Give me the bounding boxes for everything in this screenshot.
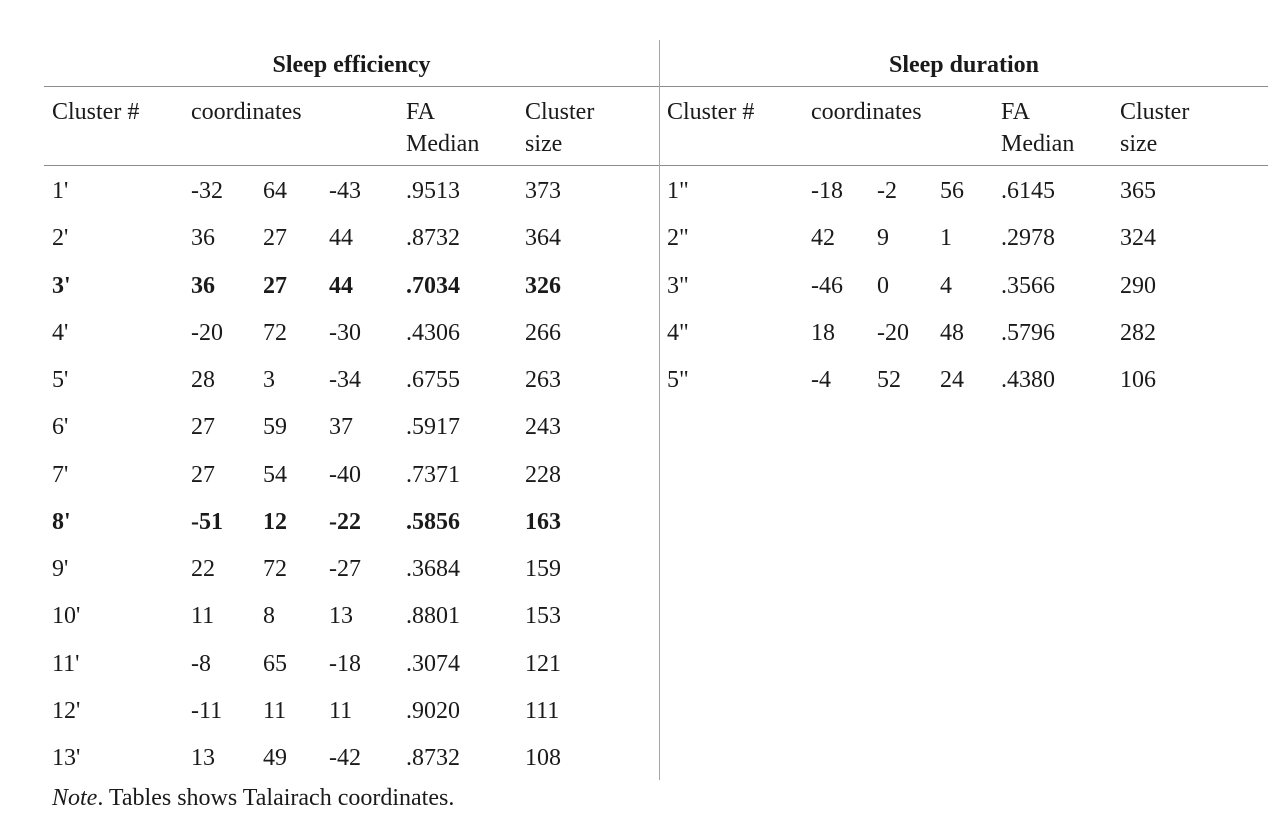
left-cluster-size-cell: 108: [525, 745, 561, 771]
right-cluster-size-cell: 324: [1120, 225, 1156, 252]
left-cluster-cell: 4': [52, 319, 69, 346]
left-coord-z-cell: -30: [329, 319, 361, 346]
left-coord-x-cell: 27: [191, 414, 215, 441]
left-coord-x-cell: 36: [191, 225, 215, 252]
left-cluster-size-cell: 228: [525, 461, 561, 488]
left-coord-x-cell: -51: [191, 508, 223, 535]
left-coord-x-cell: 27: [191, 461, 215, 488]
left-cluster-size-cell: 373: [525, 178, 561, 204]
right-fa-median-cell: .3566: [1001, 272, 1055, 299]
right-cluster-cell: 4": [667, 319, 689, 346]
left-cluster-size-cell: 364: [525, 225, 561, 252]
left-coord-x-cell: -20: [191, 319, 223, 346]
right-coord-y-cell: 0: [877, 272, 889, 299]
left-cluster-cell: 10': [52, 603, 81, 630]
left-coord-z-cell: -27: [329, 556, 361, 582]
left-coord-z-cell: -18: [329, 650, 361, 677]
right-coord-y-cell: 9: [877, 225, 889, 252]
left-fa-median-cell: .9513: [406, 178, 460, 204]
top-rule: [44, 86, 1268, 87]
left-cluster-size-cell: 111: [525, 697, 560, 724]
left-fa-median-cell: .7034: [406, 272, 460, 299]
left-coord-z-cell: -22: [329, 508, 361, 535]
left-coord-x-cell: -32: [191, 178, 223, 204]
right-coord-y-cell: -20: [877, 319, 909, 346]
left-coord-y-cell: 27: [263, 272, 287, 299]
left-coord-y-cell: 59: [263, 414, 287, 441]
right-fa-median-cell: .2978: [1001, 225, 1055, 252]
left-coord-y-cell: 64: [263, 178, 287, 204]
right-header-size-line1: Cluster: [1120, 99, 1190, 125]
left-fa-median-cell: .3074: [406, 650, 460, 677]
left-cluster-cell: 8': [52, 508, 71, 535]
left-fa-median-cell: .9020: [406, 697, 460, 724]
right-fa-median-cell: .5796: [1001, 319, 1055, 346]
left-coord-x-cell: 22: [191, 556, 215, 582]
left-coord-z-cell: -42: [329, 745, 361, 771]
left-coord-x-cell: 13: [191, 745, 215, 771]
left-coord-x-cell: -11: [191, 697, 223, 724]
left-coord-z-cell: 44: [329, 225, 353, 252]
right-coord-z-cell: 4: [940, 272, 952, 299]
right-coord-x-cell: 42: [811, 225, 835, 252]
left-coord-z-cell: 11: [329, 697, 353, 724]
left-coord-y-cell: 3: [263, 367, 275, 393]
left-header-fa-line1: FA: [406, 99, 435, 125]
left-cluster-size-cell: 163: [525, 508, 561, 535]
right-fa-median-cell: .4380: [1001, 367, 1055, 393]
table-divider: [659, 40, 660, 780]
right-header-size-line2: size: [1120, 131, 1158, 157]
left-header-size-line1: Cluster: [525, 99, 595, 125]
right-coord-z-cell: 48: [940, 319, 964, 346]
right-coord-z-cell: 56: [940, 178, 964, 204]
right-coord-x-cell: 18: [811, 319, 835, 346]
left-coord-z-cell: 44: [329, 272, 353, 299]
left-fa-median-cell: .7371: [406, 461, 460, 488]
right-header-coordinates: coordinates: [811, 99, 922, 125]
right-coord-x-cell: -18: [811, 178, 843, 204]
left-coord-y-cell: 72: [263, 556, 287, 582]
left-coord-z-cell: -43: [329, 178, 361, 204]
left-header-cluster: Cluster #: [52, 99, 140, 125]
right-header-fa-line2: Median: [1001, 131, 1075, 157]
right-coord-x-cell: -4: [811, 367, 831, 393]
right-header-fa-line1: FA: [1001, 99, 1030, 125]
left-header-fa-line2: Median: [406, 131, 480, 157]
left-fa-median-cell: .3684: [406, 556, 460, 582]
left-cluster-size-cell: 326: [525, 272, 561, 299]
right-fa-median-cell: .6145: [1001, 178, 1055, 204]
left-cluster-size-cell: 243: [525, 414, 561, 441]
left-fa-median-cell: .8732: [406, 745, 460, 771]
left-cluster-cell: 6': [52, 414, 69, 441]
right-coord-z-cell: 24: [940, 367, 964, 393]
left-coord-y-cell: 54: [263, 461, 287, 488]
left-fa-median-cell: .8801: [406, 603, 460, 630]
left-cluster-cell: 2': [52, 225, 69, 252]
table-note: [52, 782, 454, 814]
header-rule: [44, 165, 1268, 166]
left-coord-y-cell: 8: [263, 603, 275, 630]
left-fa-median-cell: .4306: [406, 319, 460, 346]
note-label: Note: [52, 785, 98, 811]
left-header-size-line2: size: [525, 131, 563, 157]
right-coord-y-cell: -2: [877, 178, 897, 204]
right-coord-x-cell: -46: [811, 272, 843, 299]
right-cluster-cell: 5": [667, 367, 689, 393]
right-cluster-cell: 3": [667, 272, 689, 299]
left-cluster-cell: 13': [52, 745, 81, 771]
right-cluster-cell: 1": [667, 178, 689, 204]
left-fa-median-cell: .5917: [406, 414, 460, 441]
left-fa-median-cell: .6755: [406, 367, 460, 393]
left-coord-x-cell: 11: [191, 603, 215, 630]
left-cluster-size-cell: 263: [525, 367, 561, 393]
left-cluster-size-cell: 121: [525, 650, 561, 677]
right-table-title: Sleep duration: [888, 52, 1040, 78]
left-coord-x-cell: 36: [191, 272, 215, 299]
left-cluster-cell: 11': [52, 650, 80, 677]
left-coord-z-cell: 13: [329, 603, 353, 630]
left-table-title: Sleep efficiency: [272, 52, 431, 78]
left-coord-y-cell: 49: [263, 745, 287, 771]
left-coord-z-cell: -40: [329, 461, 361, 488]
right-cluster-size-cell: 106: [1120, 367, 1156, 393]
right-header-cluster: Cluster #: [667, 99, 755, 125]
left-cluster-cell: 9': [52, 556, 69, 582]
left-fa-median-cell: .8732: [406, 225, 460, 252]
right-cluster-size-cell: 290: [1120, 272, 1156, 299]
left-cluster-size-cell: 159: [525, 556, 561, 582]
left-cluster-cell: 12': [52, 697, 81, 724]
left-cluster-size-cell: 153: [525, 603, 561, 630]
left-cluster-cell: 5': [52, 367, 69, 393]
left-coord-z-cell: 37: [329, 414, 353, 441]
left-cluster-cell: 3': [52, 272, 71, 299]
left-cluster-cell: 7': [52, 461, 69, 488]
left-cluster-size-cell: 266: [525, 319, 561, 346]
right-cluster-size-cell: 282: [1120, 319, 1156, 346]
left-coord-y-cell: 65: [263, 650, 287, 677]
left-coord-x-cell: 28: [191, 367, 215, 393]
left-coord-y-cell: 27: [263, 225, 287, 252]
left-coord-x-cell: -8: [191, 650, 211, 677]
right-coord-y-cell: 52: [877, 367, 901, 393]
left-fa-median-cell: .5856: [406, 508, 460, 535]
left-coord-y-cell: 72: [263, 319, 287, 346]
left-coord-y-cell: 12: [263, 508, 287, 535]
right-coord-z-cell: 1: [940, 225, 952, 252]
left-coord-z-cell: -34: [329, 367, 361, 393]
left-header-coordinates: coordinates: [191, 99, 302, 125]
left-coord-y-cell: 11: [263, 697, 287, 724]
note-text: . Tables shows Talairach coordinates.: [97, 785, 455, 811]
right-cluster-cell: 2": [667, 225, 689, 252]
right-cluster-size-cell: 365: [1120, 178, 1156, 204]
left-cluster-cell: 1': [52, 178, 69, 204]
